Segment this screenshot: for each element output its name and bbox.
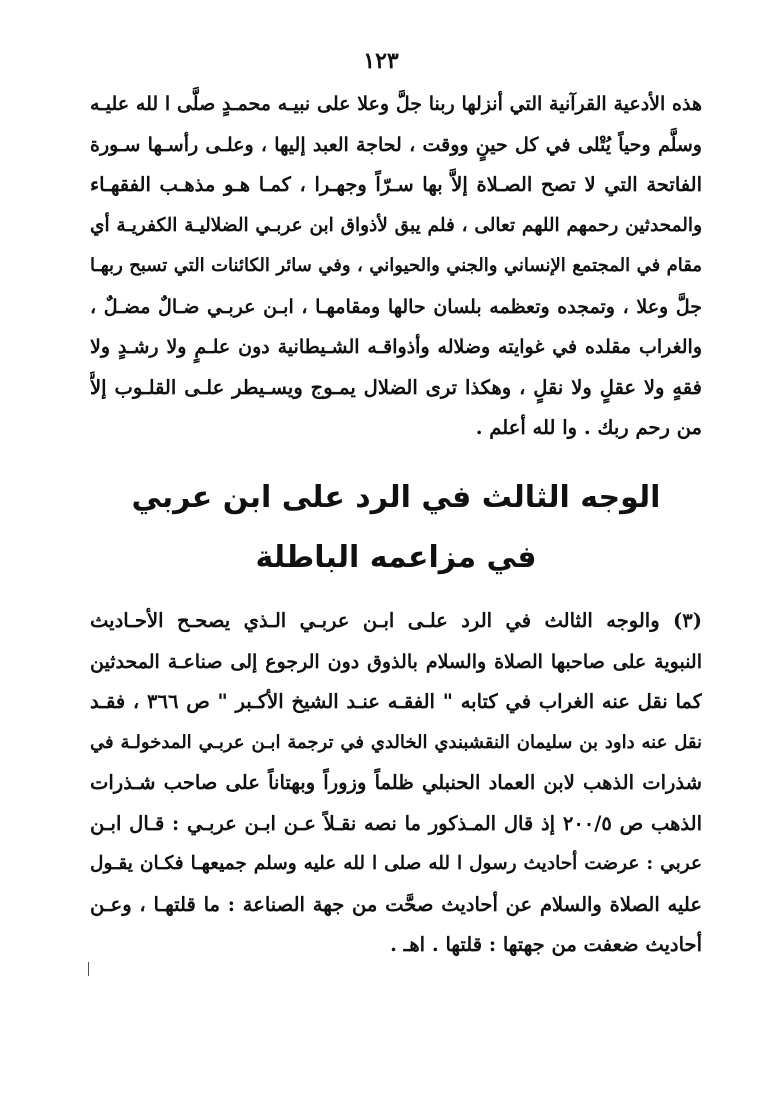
paragraph-1 <box>90 84 702 449</box>
paragraph-line: والغراب مقلده في غوايته وضلاله وأذواقـه الشـيطانية دون علـمٍ ولا رشـدٍ ولا <box>90 336 702 358</box>
paragraph-line: عربي : عرضت أحاديث رسول ا لله صلى ا لله عليه وسلم جميعهـا فكـان يقـول <box>90 853 702 874</box>
paragraph-2 <box>90 601 702 966</box>
paragraph-line: هذه الأدعية القرآنية التي أنزلها ربنا جلَّ وعلا على نبيـه محمـدٍ صلَّى ا لله عليـه <box>90 93 702 115</box>
section-heading-line-1: الوجه الثالث في الرد على ابن عربي <box>131 480 661 515</box>
paragraph-line: الفاتحة التي لا تصح الصـلاة إلاَّ بها سـرّاً وجهـرا ، كمـا هـو مذهـب الفقهـاء <box>90 173 702 196</box>
paragraph-line: كما نقل عنه الغراب في كتابه " الفقـه عنـد الشيخ الأكـبر " ص ٣٦٦ ، فقـد <box>90 690 702 713</box>
paragraph-line: جلَّ وعلا ، وتمجده وتعظمه بلسان حالها ومقامهـا ، ابـن عربـي ضـالٌ مضـلٌ ، <box>90 295 702 318</box>
paragraph-line: (٣) والوجه الثالث في الرد علـى ابـن عربـي الـذي يصحـح الأحـاديث <box>90 609 702 632</box>
paragraph-line: مقام في المجتمع الإنساني والجني والحيواني ، وفي سائر الكائنات التي تسبح ربهـا <box>90 255 702 276</box>
page-number: ١٢٣ <box>363 48 399 74</box>
paragraph-line: عليه الصلاة والسلام عن أحاديث صحَّت من جهة الصناعة : ما قلتهـا ، وعـن <box>90 892 702 916</box>
paragraph-line: الذهب ص ٢٠٠/٥ إذ قال المـذكور ما نصه نقـلاً عـن ابـن عربـي : قـال ابـن <box>90 811 702 835</box>
paragraph-line: من رحم ربك . وا لله أعلم . <box>475 416 702 439</box>
section-heading-line-2: في مزاعمه الباطلة <box>255 540 537 575</box>
paragraph-line: وسلَّم وحياً يُتْلى في كل حينٍ ووقت ، لحاجة العبد إليها ، وعلـى رأسـها سـورة <box>90 133 702 156</box>
paragraph-line: النبوية على صاحبها الصلاة والسلام بالذوق دون الرجوع إلى صناعـة المحدثين <box>90 650 702 673</box>
paragraph-line: نقل عنه داود بن سليمان النقشبندي الخالدي في ترجمة ابـن عربـي المدخولـة في <box>90 731 702 753</box>
paragraph-line: شذرات الذهب لابن العماد الحنبلي ظلماً وزوراً وبهتاناً على صاحب شـذرات <box>90 771 702 794</box>
paragraph-line: أحاديث ضعفت من جهتها : قلتها . اهـ . <box>390 933 702 956</box>
paragraph-line: فقهٍ ولا عقلٍ ولا نقلٍ ، وهكذا ترى الضلال يمـوج ويسـيطر علـى القلـوب إلاَّ <box>90 375 702 399</box>
paragraph-line: والمحدثين رحمهم اللهم تعالى ، فلم يبق لأذواق ابن عربـي الضلاليـة الكفريـة أي <box>90 214 702 236</box>
margin-mark <box>88 962 89 976</box>
